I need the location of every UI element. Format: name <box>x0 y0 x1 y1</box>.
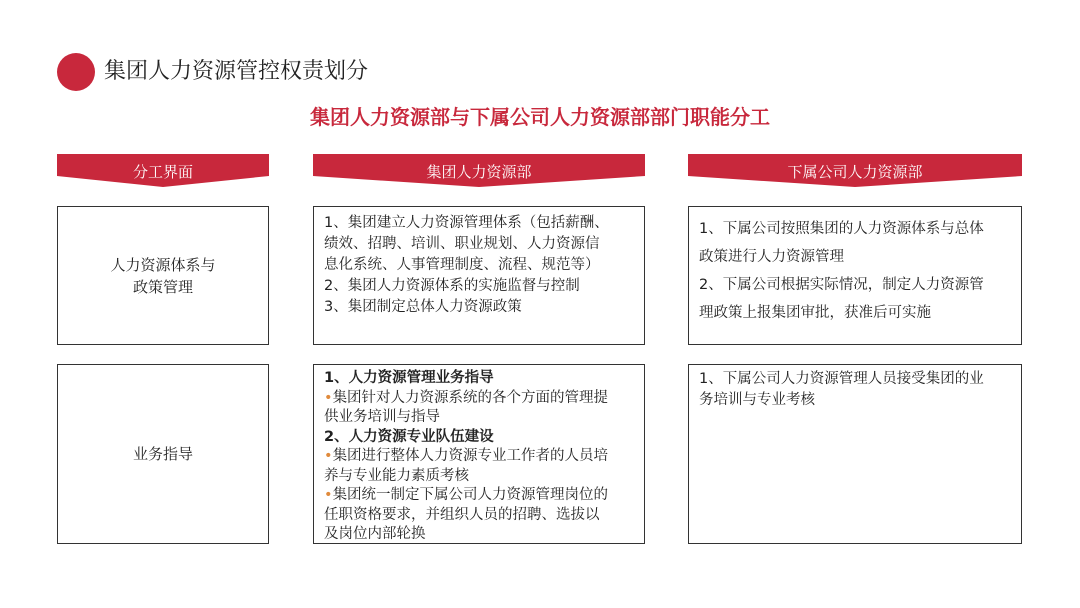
row1-sub-line: 2、下属公司根据实际情况，制定人力资源管 <box>699 277 984 293</box>
header-sub-hr-label: 下属公司人力资源部 <box>787 163 923 181</box>
row1-interface-cell <box>57 206 269 345</box>
row2-group-line: 集团进行整体人力资源专业工作者的人员培 <box>332 448 609 464</box>
row1-group-line: 绩效、招聘、培训、职业规划、人力资源信 <box>324 236 600 252</box>
row1-sub-line: 1、下属公司按照集团的人力资源体系与总体 <box>699 221 984 237</box>
row2-sub-line: 务培训与专业考核 <box>699 392 815 408</box>
subtitle: 集团人力资源部与下属公司人力资源部部门职能分工 <box>310 105 770 129</box>
row2-sub-line: 1、下属公司人力资源管理人员接受集团的业 <box>699 371 984 387</box>
header-interface-label: 分工界面 <box>132 163 193 181</box>
row1-group-line: 息化系统、人事管理制度、流程、规范等） <box>324 257 600 273</box>
row1-group-line: 1、集团建立人力资源管理体系（包括薪酬、 <box>324 215 609 231</box>
row1-sub-line: 政策进行人力资源管理 <box>699 249 844 265</box>
row2-group-line: 任职资格要求，并组织人员的招聘、选拔以 <box>324 506 600 523</box>
row1-group-line: 2、集团人力资源体系的实施监督与控制 <box>324 278 580 294</box>
header-group-hr <box>313 154 645 187</box>
row2-group-line: 集团针对人力资源系统的各个方面的管理提 <box>332 389 609 406</box>
row2-interface-text: 业务指导 <box>132 445 193 463</box>
title-dot-icon <box>57 53 95 91</box>
row2-group-cell <box>313 364 645 544</box>
header-interface <box>57 154 269 187</box>
row2-group-line: 养与专业能力素质考核 <box>324 467 469 484</box>
row2-group-heading: 1、人力资源管理业务指导 <box>324 370 494 386</box>
row2-group-line: 集团统一制定下属公司人力资源管理岗位的 <box>332 487 609 503</box>
row2-sub-cell <box>688 364 1022 544</box>
page-title: 集团人力资源管控权责划分 <box>104 59 369 84</box>
header-group-hr-label: 集团人力资源部 <box>426 163 532 181</box>
bullet-icon: • <box>324 448 333 464</box>
bullet-icon: • <box>324 389 333 406</box>
bullet-icon: • <box>324 487 333 503</box>
header-sub-hr <box>688 154 1022 187</box>
row2-interface-cell <box>57 364 269 544</box>
row1-sub-cell <box>688 206 1022 345</box>
row1-sub-line: 理政策上报集团审批，获准后可实施 <box>699 305 931 321</box>
row2-group-heading: 2、人力资源专业队伍建设 <box>324 428 494 445</box>
row1-group-line: 3、集团制定总体人力资源政策 <box>324 299 522 315</box>
row2-group-line: 供业务培训与指导 <box>324 409 440 425</box>
row1-interface-line2: 政策管理 <box>132 277 193 296</box>
row1-interface-text <box>58 254 268 298</box>
row1-interface-line1: 人力资源体系与 <box>110 255 216 274</box>
row1-group-cell <box>313 206 645 345</box>
row2-group-line: 及岗位内部轮换 <box>324 526 426 542</box>
